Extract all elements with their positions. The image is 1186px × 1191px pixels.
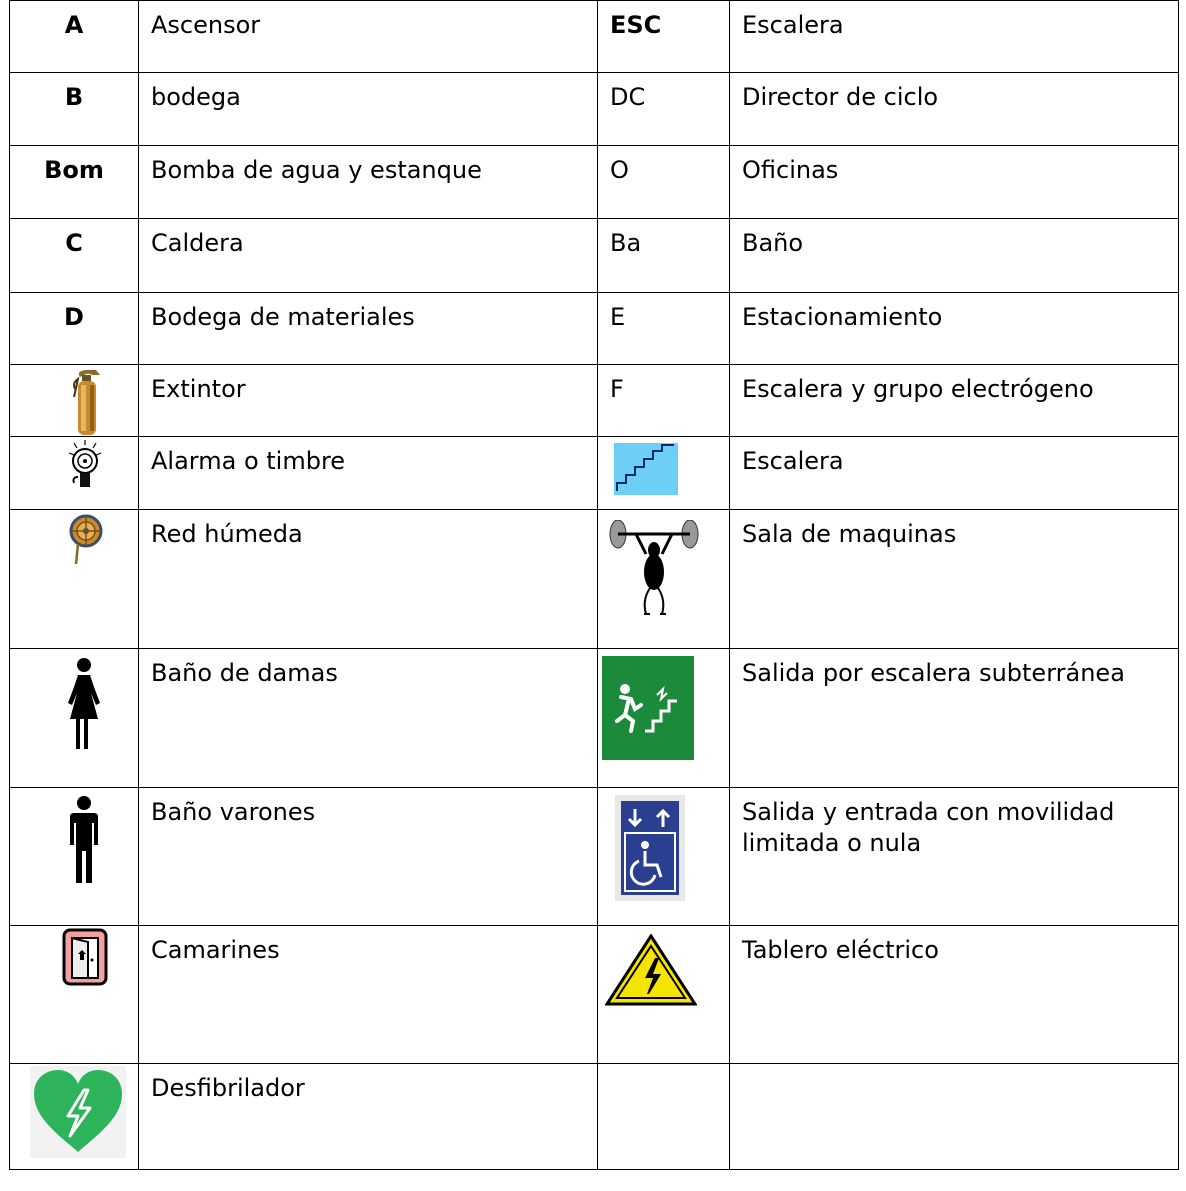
icon-cell bbox=[10, 1064, 139, 1170]
description-line: Salida y entrada con movilidad limitada o nula bbox=[742, 798, 1115, 857]
description-cell: Tablero eléctrico bbox=[730, 926, 1179, 1064]
description-cell: Baño de damas bbox=[139, 649, 598, 788]
table-row bbox=[10, 365, 1179, 437]
table-row bbox=[10, 437, 1179, 510]
women-restroom-icon bbox=[64, 657, 104, 751]
icon-cell bbox=[10, 437, 139, 510]
electrical-hazard-icon bbox=[605, 934, 697, 1006]
description-cell: Escalera bbox=[730, 437, 1179, 510]
table-row bbox=[10, 1, 1179, 73]
fire-extinguisher-icon bbox=[66, 367, 106, 437]
table-row bbox=[10, 788, 1179, 926]
code-cell: C bbox=[10, 219, 139, 293]
description-cell: Oficinas bbox=[730, 146, 1179, 219]
code-cell: E bbox=[598, 293, 730, 365]
changing-room-icon bbox=[62, 928, 108, 986]
defibrillator-icon bbox=[30, 1066, 126, 1158]
description-cell: Camarines bbox=[139, 926, 598, 1064]
icon-cell bbox=[10, 365, 139, 437]
description-cell: Escalera y grupo electrógeno bbox=[730, 365, 1179, 437]
code-cell: DC bbox=[598, 73, 730, 146]
table-row bbox=[10, 1064, 1179, 1170]
code-cell: D bbox=[10, 293, 139, 365]
code-cell: B bbox=[10, 73, 139, 146]
description-cell: Director de ciclo bbox=[730, 73, 1179, 146]
description-cell: Bomba de agua y estanque bbox=[139, 146, 598, 219]
code-cell: ESC bbox=[598, 1, 730, 73]
description-cell: Escalera bbox=[730, 1, 1179, 73]
legend-table bbox=[9, 0, 1179, 1170]
alarm-bell-icon bbox=[68, 439, 102, 489]
description-cell: Estacionamiento bbox=[730, 293, 1179, 365]
code-cell: O bbox=[598, 146, 730, 219]
table-row bbox=[10, 219, 1179, 293]
description-cell: Ascensor bbox=[139, 1, 598, 73]
table-row bbox=[10, 146, 1179, 219]
empty-cell bbox=[598, 1064, 730, 1170]
icon-cell bbox=[598, 510, 730, 649]
description-cell: Alarma o timbre bbox=[139, 437, 598, 510]
description-cell: Baño varones bbox=[139, 788, 598, 926]
table-row bbox=[10, 73, 1179, 146]
code-cell: Bom bbox=[10, 146, 139, 219]
icon-cell bbox=[598, 788, 730, 926]
code-cell: Ba bbox=[598, 219, 730, 293]
code-cell: F bbox=[598, 365, 730, 437]
description-cell: Caldera bbox=[139, 219, 598, 293]
description-cell: Baño bbox=[730, 219, 1179, 293]
stairs-icon bbox=[614, 443, 678, 495]
weightlifter-icon bbox=[606, 520, 702, 620]
icon-cell bbox=[10, 510, 139, 649]
description-cell: Extintor bbox=[139, 365, 598, 437]
icon-cell bbox=[10, 926, 139, 1064]
emergency-exit-stairs-icon bbox=[601, 655, 695, 761]
icon-cell bbox=[598, 437, 730, 510]
icon-cell bbox=[598, 649, 730, 788]
table-row bbox=[10, 926, 1179, 1064]
description-cell: Bodega de materiales bbox=[139, 293, 598, 365]
description-cell: Salida por escalera subterránea bbox=[730, 649, 1179, 788]
description-cell bbox=[730, 788, 1179, 926]
description-cell: Desfibrilador bbox=[139, 1064, 598, 1170]
description-cell bbox=[730, 1064, 1179, 1170]
description-cell: Red húmeda bbox=[139, 510, 598, 649]
table-row bbox=[10, 649, 1179, 788]
icon-cell bbox=[10, 649, 139, 788]
table-row bbox=[10, 293, 1179, 365]
table-row bbox=[10, 510, 1179, 649]
icon-cell bbox=[598, 926, 730, 1064]
fire-hose-reel-icon bbox=[68, 514, 104, 566]
accessible-exit-icon bbox=[615, 795, 685, 901]
code-cell: A bbox=[10, 1, 139, 73]
description-cell: bodega bbox=[139, 73, 598, 146]
description-cell: Sala de maquinas bbox=[730, 510, 1179, 649]
icon-cell bbox=[10, 788, 139, 926]
men-restroom-icon bbox=[68, 795, 100, 885]
